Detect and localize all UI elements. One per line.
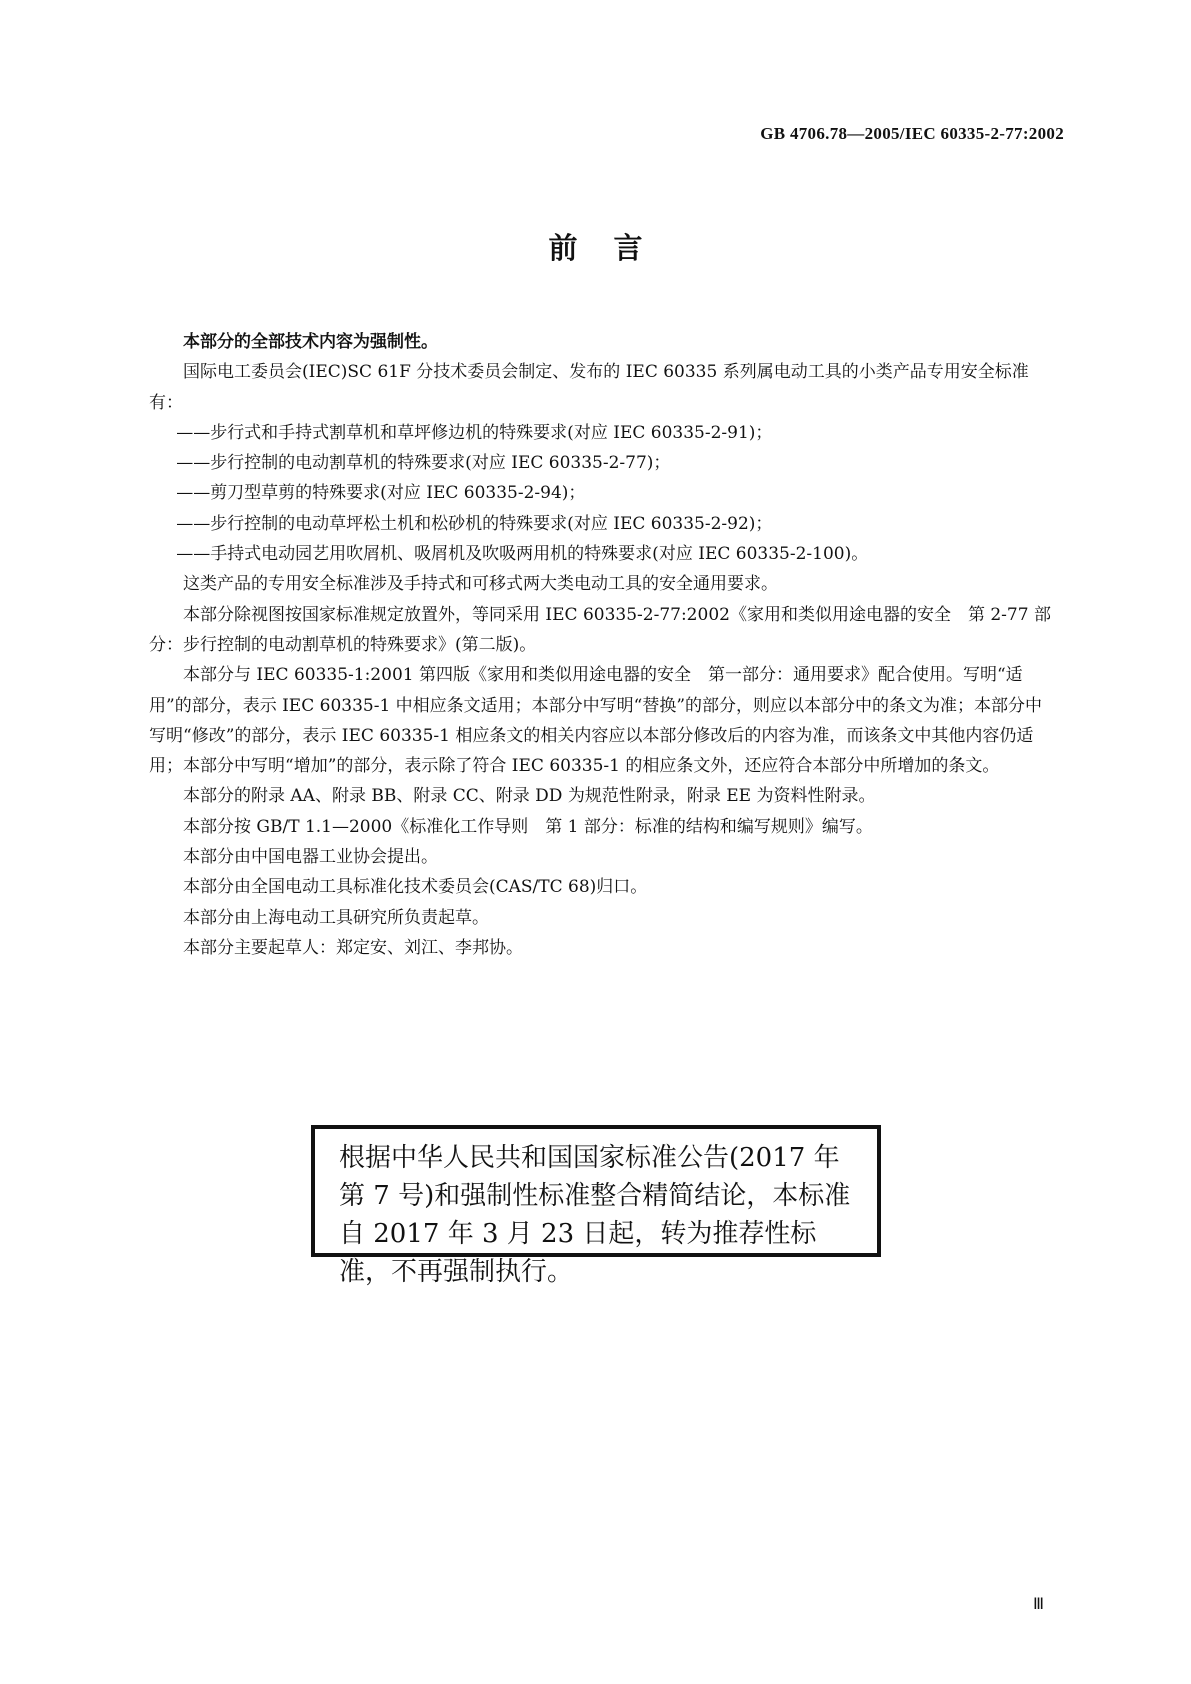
list-item: ——步行式和手持式割草机和草坪修边机的特殊要求(对应 IEC 60335-2-91)； — [176, 422, 773, 443]
foreword-body — [149, 327, 1057, 963]
paragraph: 本部分由中国电器工业协会提出。 — [183, 847, 438, 868]
list-item: ——步行控制的电动草坪松土机和松砂机的特殊要求(对应 IEC 60335-2-92)； — [176, 513, 773, 534]
list-item: ——剪刀型草剪的特殊要求(对应 IEC 60335-2-94)； — [176, 483, 586, 504]
status-notice-box — [311, 1125, 881, 1287]
list-item: ——步行控制的电动割草机的特殊要求(对应 IEC 60335-2-77)； — [176, 453, 671, 474]
paragraph: 本部分除视图按国家标准规定放置外，等同采用 IEC 60335-2-77:2002《家用和类似用途电器的安全 第 2-77 部分：步行控制的电动割草机的特殊要求》(第二版)。 — [149, 604, 1051, 655]
paragraph: 本部分的附录 AA、附录 BB、附录 CC、附录 DD 为规范性附录，附录 EE 为资料性附录。 — [183, 786, 876, 807]
paragraph: 本部分由全国电动工具标准化技术委员会(CAS/TC 68)归口。 — [183, 877, 648, 898]
mandatory-statement: 本部分的全部技术内容为强制性。 — [183, 332, 438, 352]
page-number: Ⅲ — [1033, 1596, 1045, 1613]
list-item: ——手持式电动园艺用吹屑机、吸屑机及吹吸两用机的特殊要求(对应 IEC 60335-2-100)。 — [176, 544, 869, 565]
paragraph: 本部分按 GB/T 1.1—2000《标准化工作导则 第 1 部分：标准的结构和编写规则》编写。 — [183, 816, 873, 837]
paragraph: 本部分与 IEC 60335-1:2001 第四版《家用和类似用途电器的安全 第一部分：通用要求》配合使用。写明“适用”的部分，表示 IEC 60335-1 中相应条文适用；本部分中写明“替换”的部分，则应以本部分中的条文为准；本部分中写明“修改”的部分，表示 IEC 60335-1 相应条文的相关内容应以本部分修改后的内容为准，而该条文中其他内容仍适用；本部分中写明“增加”的部分，表示除了符合 IEC 60335-1 的相应条文外，还应符合本部分中所增加的条文。 — [149, 665, 1043, 777]
standard-number-header: GB 4706.78—2005/IEC 60335-2-77:2002 — [760, 124, 1064, 143]
paragraph: 本部分主要起草人：郑定安、刘江、李邦协。 — [183, 937, 523, 958]
page-title: 前言 — [548, 231, 679, 265]
paragraph: 本部分由上海电动工具研究所负责起草。 — [183, 907, 489, 928]
status-notice-text: 根据中华人民共和国国家标准公告(2017 年第 7 号)和强制性标准整合精简结论，本标准自 2017 年 3 月 23 日起，转为推荐性标准，不再强制执行。 — [339, 1143, 851, 1287]
paragraph: 这类产品的专用安全标准涉及手持式和可移式两大类电动工具的安全通用要求。 — [183, 574, 778, 595]
paragraph: 国际电工委员会(IEC)SC 61F 分技术委员会制定、发布的 IEC 60335 系列属电动工具的小类产品专用安全标准有： — [149, 362, 1029, 413]
